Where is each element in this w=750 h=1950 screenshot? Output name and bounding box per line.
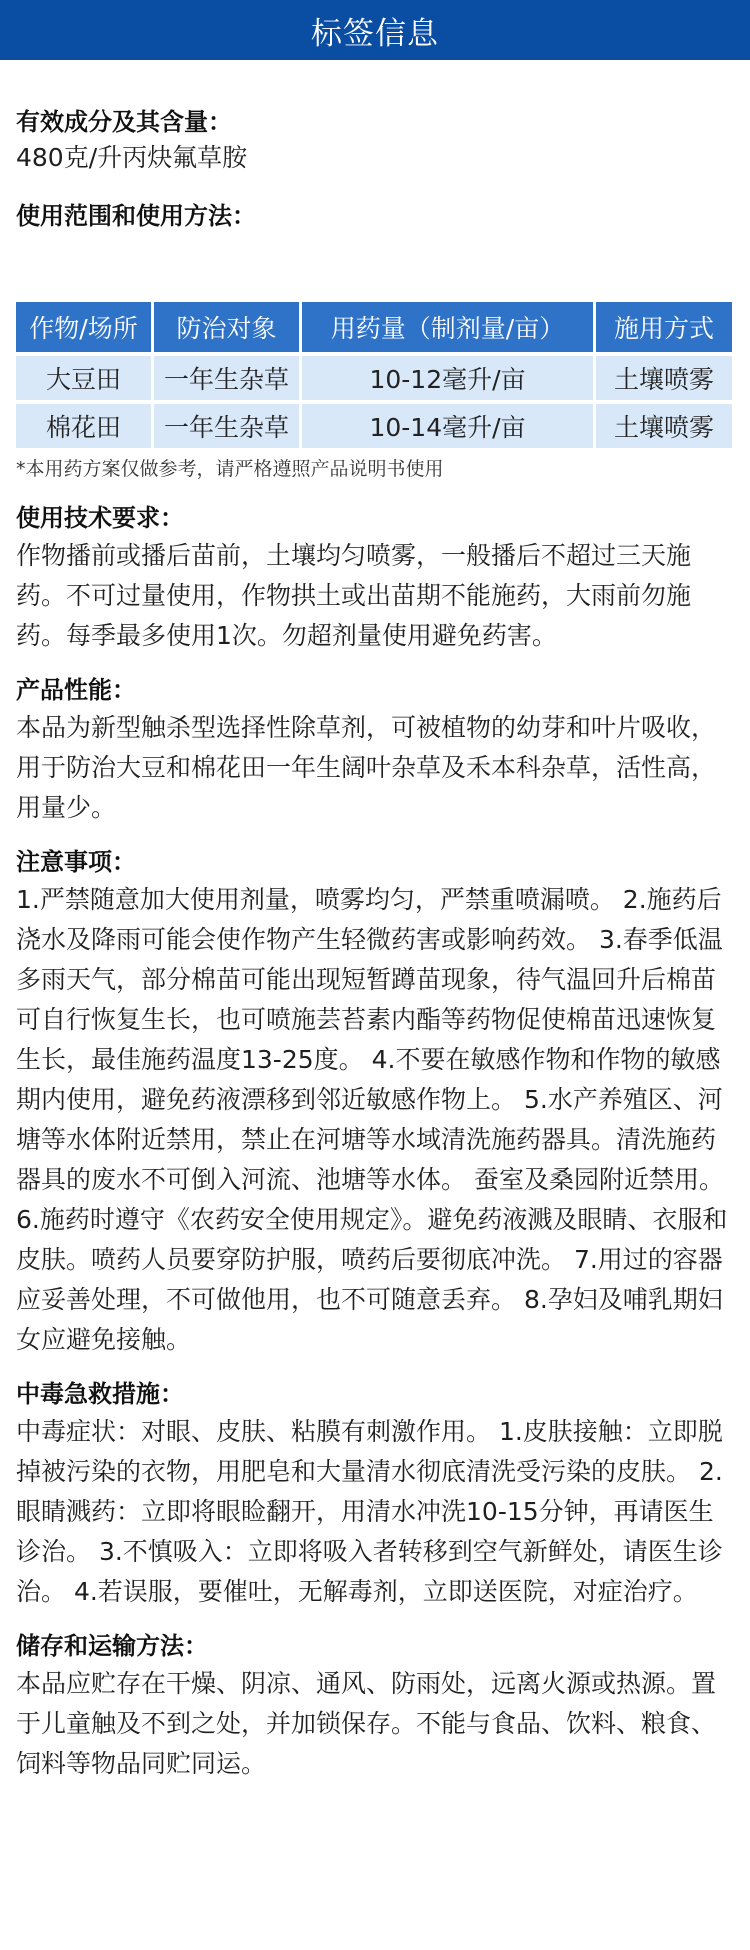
- page-header: [0, 0, 750, 60]
- column-header-method: 施用方式: [596, 302, 732, 352]
- technique-heading: 使用技术要求：: [16, 504, 184, 532]
- precautions-heading: 注意事项：: [16, 848, 136, 876]
- table-row: [16, 404, 732, 448]
- performance-text: 本品为新型触杀型选择性除草剂，可被植物的幼芽和叶片吸收，用于防治大豆和棉花田一年生阔叶杂草及禾本科杂草，活性高，用量少。: [16, 713, 717, 822]
- usage-heading: 使用范围和使用方法：: [16, 202, 256, 230]
- firstaid-heading: 中毒急救措施：: [16, 1380, 184, 1408]
- table-cell-target: 一年生杂草: [154, 356, 302, 400]
- ingredient-heading: 有效成分及其含量：: [16, 108, 232, 136]
- table-cell-method: 土壤喷雾: [596, 356, 732, 400]
- performance-heading: 产品性能：: [16, 676, 136, 704]
- storage-text: 本品应贮存在干燥、阴凉、通风、防雨处，远离火源或热源。置于儿童触及不到之处，并加锁保存。不能与食品、饮料、粮食、饲料等物品同贮同运。: [16, 1669, 717, 1778]
- table-cell-target: 一年生杂草: [154, 404, 302, 448]
- table-cell-crop: 大豆田: [16, 356, 154, 400]
- usage-note: *本用药方案仅做参考，请严格遵照产品说明书使用: [16, 458, 444, 480]
- ingredient-text: 480克/升丙炔氟草胺: [16, 143, 248, 172]
- label-content: [0, 106, 750, 1784]
- storage-heading: 储存和运输方法：: [16, 1632, 208, 1660]
- table-cell-crop: 棉花田: [16, 404, 154, 448]
- column-header-target: 防治对象: [154, 302, 302, 352]
- table-cell-dosage: 10-12毫升/亩: [302, 356, 596, 400]
- table-cell-dosage: 10-14毫升/亩: [302, 404, 596, 448]
- page-title: 标签信息: [311, 15, 439, 52]
- column-header-crop: 作物/场所: [16, 302, 154, 352]
- table-cell-method: 土壤喷雾: [596, 404, 732, 448]
- usage-table-header-row: [16, 302, 732, 352]
- table-row: [16, 356, 732, 400]
- technique-text: 作物播前或播后苗前，土壤均匀喷雾，一般播后不超过三天施药。不可过量使用，作物拱土或出苗期不能施药，大雨前勿施药。每季最多使用1次。勿超剂量使用避免药害。: [16, 541, 692, 650]
- usage-table: [16, 298, 732, 452]
- precautions-text: 1.严禁随意加大使用剂量，喷雾均匀，严禁重喷漏喷。 2.施药后浇水及降雨可能会使作物产生轻微药害或影响药效。 3.春季低温多雨天气，部分棉苗可能出现短暂蹲苗现象，待气温回升后棉苗可自行恢复生长，也可喷施芸苔素内酯等药物促使棉苗迅速恢复生长，最佳施药温度13-25度。 4.不要在敏感作物和作物的敏感期内使用，避免药液漂移到邻近敏感作物上。 5.水产养殖区、河塘等水体附近禁用，禁止在河塘等水域清洗施药器具。清洗施药器具的废水不可倒入河流、池塘等水体。 蚕室及桑园附近禁用。 6.施药时遵守《农药安全使用规定》。避免药液溅及眼睛、衣服和皮肤。喷药人员要穿防护服，喷药后要彻底冲洗。 7.用过的容器应妥善处理，不可做他用，也不可随意丢弃。 8.孕妇及哺乳期妇女应避免接触。: [16, 885, 728, 1354]
- firstaid-text: 中毒症状：对眼、皮肤、粘膜有刺激作用。 1.皮肤接触：立即脱掉被污染的衣物，用肥皂和大量清水彻底清洗受污染的皮肤。 2.眼睛溅药：立即将眼睑翻开，用清水冲洗10-15分钟，再请医生诊治。 3.不慎吸入：立即将吸入者转移到空气新鲜处，请医生诊治。 4.若误服，要催吐，无解毒剂，立即送医院，对症治疗。: [16, 1417, 723, 1606]
- column-header-dosage: 用药量（制剂量/亩）: [302, 302, 596, 352]
